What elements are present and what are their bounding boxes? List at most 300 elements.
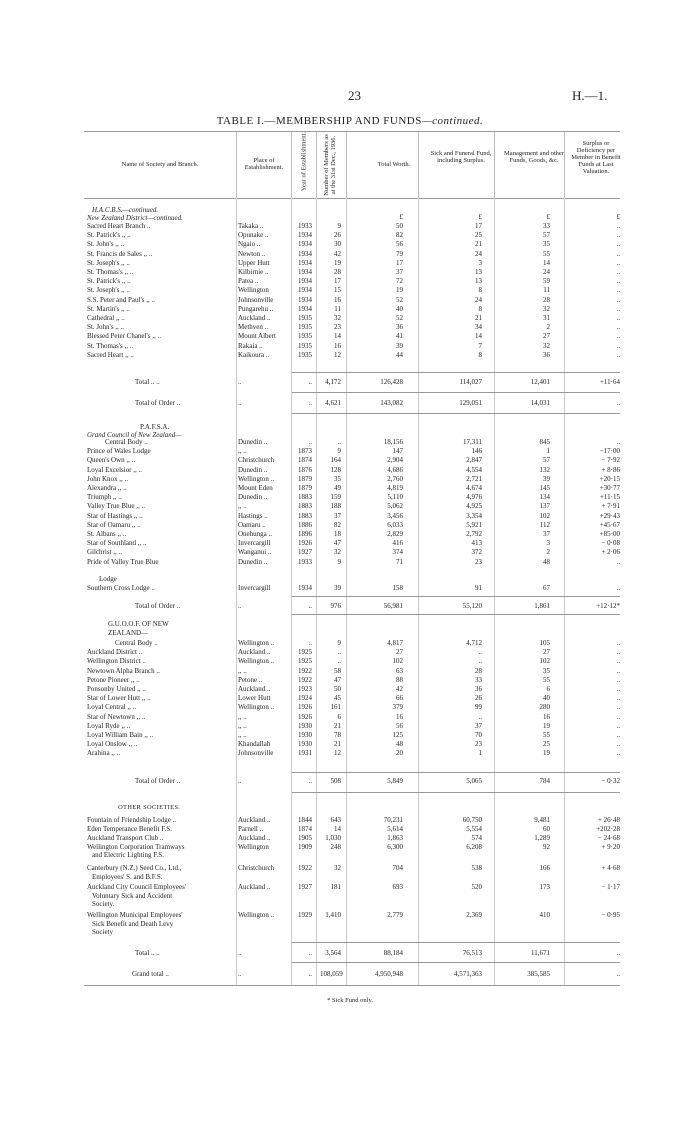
cell-members: 976 — [330, 602, 341, 610]
cell-members: 23 — [334, 323, 341, 332]
table-row — [0, 530, 700, 539]
cell-worth: 5,110 — [387, 493, 403, 502]
wmu-cont2: Society — [92, 928, 113, 936]
cell-surplus: .. — [616, 685, 620, 693]
cell-surplus: .. — [616, 557, 620, 566]
cell-surplus: + 4·68 — [601, 864, 620, 872]
cell-name: Queen's Own ,, .. — [87, 456, 136, 465]
cell-members: 15 — [334, 286, 341, 295]
cell-sick: 25 — [475, 231, 482, 240]
cell-worth: 416 — [392, 539, 403, 548]
cell-mgmt: 27 — [543, 648, 550, 657]
cell-name: S.S. Peter and Paul's ,, .. — [87, 295, 155, 304]
table-row — [0, 834, 700, 843]
cell-surplus: +12·12* — [596, 602, 620, 610]
cell-surplus: +30·77 — [599, 484, 620, 492]
cell-place: Kaikoura .. — [238, 350, 270, 359]
cell-sick: 24 — [475, 249, 482, 258]
cell-year: 1934 — [298, 258, 312, 267]
cell-year: 1927 — [298, 883, 312, 891]
cell-year: 1909 — [298, 843, 312, 851]
table-row — [0, 657, 700, 666]
cell-worth: 41 — [396, 332, 403, 341]
cell-sick: 28 — [475, 666, 482, 675]
cell-members: 35 — [334, 474, 341, 483]
cell-members: 28 — [334, 268, 341, 276]
cell-surplus: .. — [616, 249, 620, 258]
page-reference: H.—1. — [572, 88, 608, 103]
cell-worth: 52 — [396, 314, 403, 322]
cell-members: 30 — [334, 240, 341, 249]
cell-surplus: +20·15 — [599, 474, 620, 483]
cell-name: Valley True Blue ,, .. — [87, 502, 145, 511]
cell-name: Grand total .. — [132, 970, 169, 978]
cell-sick: 4,571,363 — [454, 970, 482, 978]
table-row — [0, 749, 700, 758]
cell-place: Auckland .. — [238, 816, 271, 824]
table-row — [0, 713, 700, 722]
cell-mgmt: 19 — [543, 749, 550, 758]
table-row — [0, 825, 700, 834]
cell-mgmt: 32 — [543, 341, 550, 350]
cell-place: ,, .. — [238, 447, 247, 456]
cell-sick: 91 — [475, 584, 482, 592]
table-row — [0, 676, 700, 685]
col-name-header: Name of Society and Branch. — [121, 161, 199, 168]
cell-sick: .. — [478, 712, 482, 721]
cell-place: Pungarehu .. — [238, 304, 274, 313]
cell-mgmt: 35 — [543, 240, 550, 249]
cell-members: 26 — [334, 231, 341, 240]
cell-place: Invercargill — [238, 584, 271, 592]
cell-place: .. — [238, 949, 242, 957]
cell-members: 49 — [334, 484, 341, 492]
cell-mgmt: 2 — [546, 323, 550, 332]
cell-place: Auckland .. — [238, 685, 271, 693]
cell-place: Wellington — [238, 843, 269, 851]
cell-members: .. — [337, 648, 341, 657]
cell-mgmt: 280 — [539, 703, 550, 712]
page-number: 23 — [348, 88, 361, 103]
cell-name: Alexandra ,, .. — [87, 484, 127, 492]
table-row — [0, 639, 700, 648]
cell-mgmt: 845 — [539, 438, 550, 446]
cell-year: 1935 — [298, 314, 312, 322]
col-worth-header: Total Worth. — [377, 161, 411, 168]
cell-sick: 4,554 — [466, 465, 482, 474]
cell-sick: 34 — [475, 323, 482, 332]
table-row — [0, 323, 700, 332]
cell-year: 1905 — [298, 834, 312, 842]
cell-name: St. Thomas's ,, .. — [87, 268, 134, 276]
cell-members: 47 — [334, 539, 341, 548]
cell-members: 1,030 — [325, 834, 341, 842]
cell-year: .. — [308, 777, 312, 785]
cell-mgmt: 11,671 — [531, 949, 550, 957]
cell-year: .. — [308, 399, 312, 407]
cell-place: ,, .. — [238, 666, 247, 675]
cell-year: 1930 — [298, 731, 312, 739]
cell-year: 1886 — [298, 520, 312, 529]
cell-mgmt: 410 — [539, 911, 550, 919]
cell-members: 159 — [330, 493, 341, 502]
table-row — [0, 949, 700, 958]
cell-place: Wellington .. — [238, 703, 275, 712]
cell-place: Wellington — [238, 286, 269, 295]
cell-surplus: .. — [616, 639, 620, 647]
cell-mgmt: 48 — [543, 557, 550, 566]
cell-sick: 21 — [475, 240, 482, 249]
table-row — [0, 378, 700, 387]
table-row — [0, 502, 700, 511]
cell-year: 1874 — [298, 825, 312, 833]
guoof-heading1: G.U.O.O.F. OF NEW — [108, 620, 169, 628]
cell-worth: 102 — [392, 657, 403, 666]
cell-sick: .. — [478, 657, 482, 666]
cell-mgmt: 166 — [539, 864, 550, 872]
cell-place: .. — [238, 378, 242, 386]
table-row — [0, 777, 700, 786]
cell-surplus: .. — [616, 258, 620, 267]
cell-surplus: .. — [616, 731, 620, 739]
cell-surplus: .. — [616, 666, 620, 675]
cell-worth: 50 — [396, 222, 403, 230]
cell-place: .. — [238, 602, 242, 610]
cell-place: Opunake .. — [238, 231, 269, 240]
cell-sick: 538 — [471, 864, 482, 872]
cell-sick: 23 — [475, 557, 482, 566]
cell-year: 1923 — [298, 685, 312, 693]
cell-surplus: .. — [616, 749, 620, 758]
cell-members: 32 — [334, 314, 341, 322]
cell-worth: 3,456 — [387, 511, 403, 520]
cell-year: 1930 — [298, 740, 312, 749]
cell-mgmt: 32 — [543, 304, 550, 313]
cell-place: Dunedin .. — [238, 493, 268, 502]
cell-members: 1,410 — [325, 911, 341, 919]
cell-name: Loyal Central ,, .. — [87, 703, 137, 712]
cell-name: Newtown Alpha Branch .. — [87, 666, 160, 675]
cell-sick: 33 — [475, 675, 482, 684]
cell-sick: 3 — [478, 258, 482, 267]
cell-surplus: .. — [616, 648, 620, 657]
cell-members: 4,621 — [325, 399, 341, 407]
cell-name: Loyal Onslow ,, .. — [87, 740, 138, 749]
table-row — [0, 648, 700, 657]
cell-sick: 36 — [475, 685, 482, 693]
cell-surplus: +29·43 — [599, 511, 620, 520]
table-row — [0, 342, 700, 351]
cell-members: 108,059 — [320, 970, 343, 978]
cell-name: St. Joseph's ,, .. — [87, 286, 130, 295]
cell-worth: 2,904 — [387, 456, 403, 465]
cell-surplus: − 0·32 — [601, 777, 620, 785]
cell-name: Petone Pioneer ,, .. — [87, 675, 140, 684]
cell-members: 9 — [337, 447, 341, 456]
cell-members: 9 — [337, 557, 341, 566]
cell-name: Star of Hastings ,, .. — [87, 511, 143, 520]
cell-place: Auckland .. — [238, 834, 271, 842]
cell-surplus: .. — [616, 703, 620, 712]
cell-place: Auckland .. — [238, 648, 271, 657]
cell-place: Kilbirnie .. — [238, 268, 269, 276]
cell-members: 12 — [334, 749, 341, 758]
cell-worth: 374 — [392, 548, 403, 557]
cell-mgmt: 1,861 — [534, 602, 550, 610]
cell-name: Cathedral ,, .. — [87, 314, 125, 322]
cell-name: St. Albans ,, .. — [87, 530, 127, 538]
guoof-heading2: ZEALAND— — [108, 629, 149, 637]
cell-place: Auckland .. — [238, 883, 271, 891]
cell-sick: 114,027 — [459, 378, 482, 386]
cell-name: Wellington District .. — [87, 657, 146, 666]
canterbury-cont: Employees' S. and B.F.S. — [92, 873, 163, 881]
cell-name: Total of Order .. — [135, 399, 181, 407]
cell-members: 16 — [334, 295, 341, 304]
cell-members: 21 — [334, 721, 341, 730]
cell-members: 32 — [334, 548, 341, 557]
cell-place: Parnell .. — [238, 825, 264, 833]
cell-members: 17 — [334, 277, 341, 286]
cell-year: 1934 — [298, 304, 312, 313]
cell-members: 161 — [330, 703, 341, 712]
cell-place: Lower Hutt — [238, 694, 271, 703]
cell-members: 78 — [334, 731, 341, 739]
cell-surplus: +85·00 — [599, 530, 620, 538]
cell-worth: 126,428 — [380, 378, 403, 386]
table-row — [0, 399, 700, 408]
cell-sick: 13 — [475, 268, 482, 276]
table-row — [0, 231, 700, 240]
cell-year: 1927 — [298, 548, 312, 557]
cell-mgmt: 67 — [543, 584, 550, 592]
cell-year: 1933 — [298, 557, 312, 566]
table-row — [0, 466, 700, 475]
cell-mgmt: 57 — [543, 231, 550, 240]
cell-name: St. Joseph's ,, .. — [87, 258, 130, 267]
cell-mgmt: 28 — [543, 295, 550, 304]
cell-worth: 379 — [392, 703, 403, 712]
cell-year: 1844 — [298, 816, 312, 824]
cell-name: John Knox ,, .. — [87, 474, 129, 483]
cell-sick: 1 — [478, 749, 482, 758]
cell-surplus: .. — [616, 341, 620, 350]
table-row — [0, 222, 700, 231]
table-row — [0, 512, 700, 521]
cell-mgmt: 1,289 — [534, 834, 550, 842]
cell-year: 1925 — [298, 648, 312, 657]
cell-sick: 55,120 — [462, 602, 482, 610]
cell-surplus: − 24·68 — [597, 834, 620, 842]
cell-sick: 7 — [478, 341, 482, 350]
cell-place: .. — [238, 970, 242, 978]
cell-worth: 27 — [396, 648, 403, 657]
cell-surplus: .. — [616, 286, 620, 295]
table-row — [0, 558, 700, 567]
cell-members: 128 — [330, 465, 341, 474]
cell-year: 1879 — [298, 484, 312, 492]
cell-members: 58 — [334, 666, 341, 675]
table-row — [0, 584, 700, 593]
cell-worth: 693 — [392, 883, 403, 891]
cell-year: 1922 — [298, 666, 312, 675]
cell-sick: 146 — [471, 447, 482, 456]
cell-sick: 70 — [475, 731, 482, 739]
cell-name: Total of Order .. — [135, 777, 181, 785]
cell-members: 14 — [334, 825, 341, 833]
cell-year: 1935 — [298, 323, 312, 332]
cell-members: 50 — [334, 685, 341, 693]
cell-members: 181 — [330, 883, 341, 891]
cell-mgmt: 6 — [546, 685, 550, 693]
cell-year: 1925 — [298, 657, 312, 666]
cell-place: Christchurch — [238, 456, 275, 465]
cell-sick: 520 — [471, 883, 482, 891]
cell-worth: 88 — [396, 675, 403, 684]
table-row — [0, 864, 700, 873]
table-row — [0, 305, 700, 314]
cell-members: 9 — [337, 222, 341, 230]
cell-worth: 56 — [396, 721, 403, 730]
cell-members: 47 — [334, 675, 341, 684]
cell-sick: 5,065 — [466, 777, 482, 785]
cell-surplus: .. — [616, 277, 620, 286]
cell-members: 11 — [334, 304, 341, 313]
cell-sick: 60,750 — [462, 816, 482, 824]
cell-worth: 1,863 — [387, 834, 403, 842]
cell-year: 1926 — [298, 539, 312, 548]
cell-surplus: .. — [616, 712, 620, 721]
cell-surplus: .. — [616, 295, 620, 304]
cell-name: Loyal Excelsior ,, .. — [87, 465, 143, 474]
cell-sick: 37 — [475, 721, 482, 730]
cell-name: St. Patrick's ,, .. — [87, 277, 131, 286]
cell-mgmt: 55 — [543, 675, 550, 684]
cell-mgmt: 134 — [539, 493, 550, 502]
cell-name: Wellington Corporation Tramways — [87, 843, 185, 851]
title-main: TABLE I.—MEMBERSHIP AND FUNDS — [216, 115, 422, 127]
cell-place: ,, .. — [238, 712, 247, 721]
cell-worth: 4,950,948 — [375, 970, 403, 978]
cell-worth: 20 — [396, 749, 403, 758]
cell-mgmt: 1 — [546, 447, 550, 456]
cell-sick: 21 — [475, 314, 482, 322]
cell-members: 6 — [337, 712, 341, 721]
cell-year: 1931 — [298, 749, 312, 758]
cell-surplus: .. — [616, 323, 620, 332]
cell-year: .. — [308, 970, 312, 978]
cell-worth: 72 — [396, 277, 403, 286]
cell-worth: 6,033 — [387, 520, 403, 529]
title-suffix: —continued. — [421, 115, 484, 127]
cell-surplus: .. — [616, 399, 620, 407]
currency-row — [0, 213, 700, 222]
cell-place: Hastings .. — [238, 511, 268, 520]
cell-sick: 5,554 — [466, 825, 482, 833]
cell-surplus: +202·28 — [596, 825, 620, 833]
cell-place: .. — [238, 399, 242, 407]
cell-worth: 6,300 — [387, 843, 403, 851]
cell-name: St. Patrick's ,, .. — [87, 231, 131, 240]
table-row — [0, 475, 700, 484]
cell-sick: 4,976 — [466, 493, 482, 502]
cell-mgmt: 55 — [543, 249, 550, 258]
cell-mgmt: 3 — [546, 539, 550, 548]
cell-mgmt: 57 — [543, 456, 550, 465]
cell-place: Dunedin .. — [238, 557, 268, 566]
cell-worth: 40 — [396, 304, 403, 313]
cell-mgmt: 31 — [543, 314, 550, 322]
cell-place: Wellington .. — [238, 657, 275, 666]
cell-name: Southern Cross Lodge .. — [87, 584, 155, 592]
cell-surplus: .. — [616, 721, 620, 730]
cell-members: 164 — [330, 456, 341, 465]
cell-place: ,, .. — [238, 731, 247, 739]
currency-sick: £ — [478, 213, 482, 221]
cell-mgmt: 16 — [543, 712, 550, 721]
cell-year: 1883 — [298, 493, 312, 502]
currency-surplus: £ — [616, 213, 620, 221]
cell-surplus: − 0·08 — [601, 539, 620, 548]
cell-mgmt: 33 — [543, 222, 550, 230]
cell-place: Mount Eden — [238, 484, 273, 492]
cell-year: .. — [308, 949, 312, 957]
cell-name: Central Body .. — [115, 639, 158, 647]
table-row — [0, 286, 700, 295]
cell-mgmt: 145 — [539, 484, 550, 492]
cell-worth: 70,231 — [383, 816, 403, 824]
cell-surplus: .. — [616, 584, 620, 592]
table-row — [0, 539, 700, 548]
table-row — [0, 667, 700, 676]
cell-surplus: .. — [616, 438, 620, 446]
currency-worth: £ — [399, 213, 403, 221]
table-row — [0, 240, 700, 249]
cell-mgmt: 132 — [539, 465, 550, 474]
cell-sick: 23 — [475, 740, 482, 749]
cell-members: 32 — [334, 864, 341, 872]
cell-mgmt: 40 — [543, 694, 550, 703]
cell-year: 1883 — [298, 511, 312, 520]
cell-year: .. — [308, 639, 312, 647]
cell-year: .. — [308, 438, 312, 446]
cell-surplus: − 7·92 — [601, 456, 620, 465]
col-members-header: Number of Members as at the 31st Dec., 1936. — [323, 134, 337, 196]
cell-surplus: .. — [616, 240, 620, 249]
cell-sick: 13 — [475, 277, 482, 286]
cell-sick: 3,354 — [466, 511, 482, 520]
cell-year: 1876 — [298, 465, 312, 474]
table-row — [0, 456, 700, 465]
cell-worth: 125 — [392, 731, 403, 739]
cell-year: 1934 — [298, 584, 312, 592]
cell-sick: 2,792 — [466, 530, 482, 538]
col-year-header: Year of Establishment. — [300, 131, 308, 192]
cell-mgmt: 137 — [539, 502, 550, 511]
cell-year: 1934 — [298, 286, 312, 295]
cell-worth: 39 — [396, 341, 403, 350]
cell-members: 37 — [334, 511, 341, 520]
cell-name: Prince of Wales Lodge — [87, 447, 151, 456]
col-surplus-header: Surplus or Deficiency per Member in Benefit Funds at Last Valuation. — [571, 140, 621, 175]
table-row — [0, 731, 700, 740]
cell-place: Johnsonville — [238, 749, 274, 758]
cell-surplus: .. — [616, 740, 620, 749]
cell-mgmt: 37 — [543, 530, 550, 538]
cell-members: 45 — [334, 694, 341, 703]
cell-members: 14 — [334, 332, 341, 341]
wct-cont: and Electric Lighting F.S. — [92, 851, 164, 859]
